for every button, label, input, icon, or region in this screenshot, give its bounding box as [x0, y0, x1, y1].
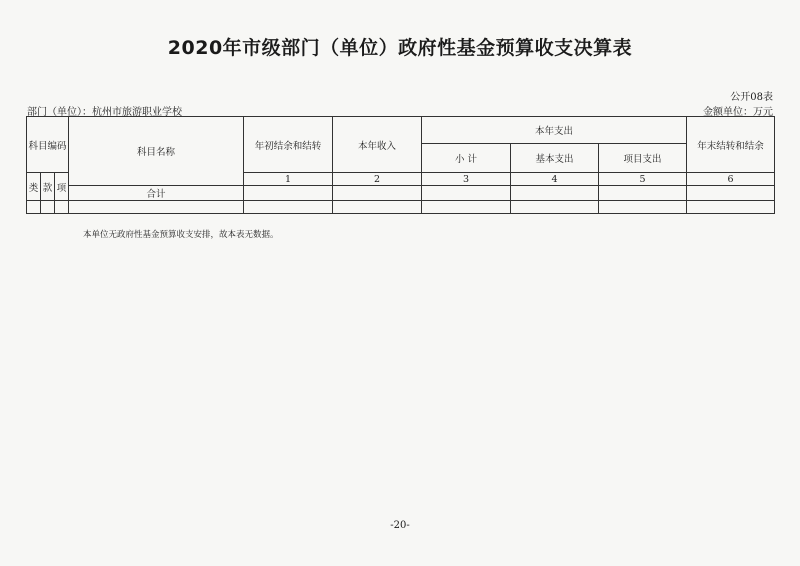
header-basic: 基本支出: [511, 144, 599, 173]
table-cell: [27, 201, 41, 214]
header-subject-name: 科目名称: [69, 117, 244, 186]
table-cell: [511, 186, 599, 201]
header-lei: 类: [27, 173, 41, 201]
form-number: 公开08表: [730, 92, 773, 103]
table-cell: [333, 201, 422, 214]
column-number: 3: [422, 173, 511, 186]
table-cell: [687, 186, 775, 201]
header-expenditure: 本年支出: [422, 117, 687, 144]
header-income: 本年收入: [333, 117, 422, 173]
column-number: 6: [687, 173, 775, 186]
unit-label: 金额单位：万元: [703, 107, 773, 118]
table-cell: [511, 201, 599, 214]
header-kuan: 款: [41, 173, 55, 201]
table-cell: [41, 201, 55, 214]
total-label: 合计: [69, 186, 244, 201]
header-opening-balance: 年初结余和结转: [244, 117, 333, 173]
header-subject-code: 科目编码: [27, 117, 69, 173]
table-note: 本单位无政府性基金预算收支安排，故本表无数据。: [83, 230, 279, 240]
table-cell: [599, 201, 687, 214]
table-cell: [244, 201, 333, 214]
budget-table: [26, 116, 775, 214]
column-number: 5: [599, 173, 687, 186]
table-cell: [55, 201, 69, 214]
column-number: 2: [333, 173, 422, 186]
table-cell: [244, 186, 333, 201]
column-number: 4: [511, 173, 599, 186]
page-number: -20-: [390, 520, 410, 531]
header-subtotal: 小 计: [422, 144, 511, 173]
header-closing-balance: 年末结转和结余: [687, 117, 775, 173]
header-project: 项目支出: [599, 144, 687, 173]
table-cell: [422, 186, 511, 201]
table-cell: [599, 186, 687, 201]
column-number: 1: [244, 173, 333, 186]
table-cell: [687, 201, 775, 214]
header-xiang: 项: [55, 173, 69, 201]
table-cell: [333, 186, 422, 201]
table-cell: [69, 201, 244, 214]
table-row: [27, 201, 775, 214]
table-cell: [422, 201, 511, 214]
department-label: 部门（单位）：杭州市旅游职业学校: [27, 107, 182, 118]
page-title: 2020年市级部门（单位）政府性基金预算收支决算表: [167, 37, 633, 59]
